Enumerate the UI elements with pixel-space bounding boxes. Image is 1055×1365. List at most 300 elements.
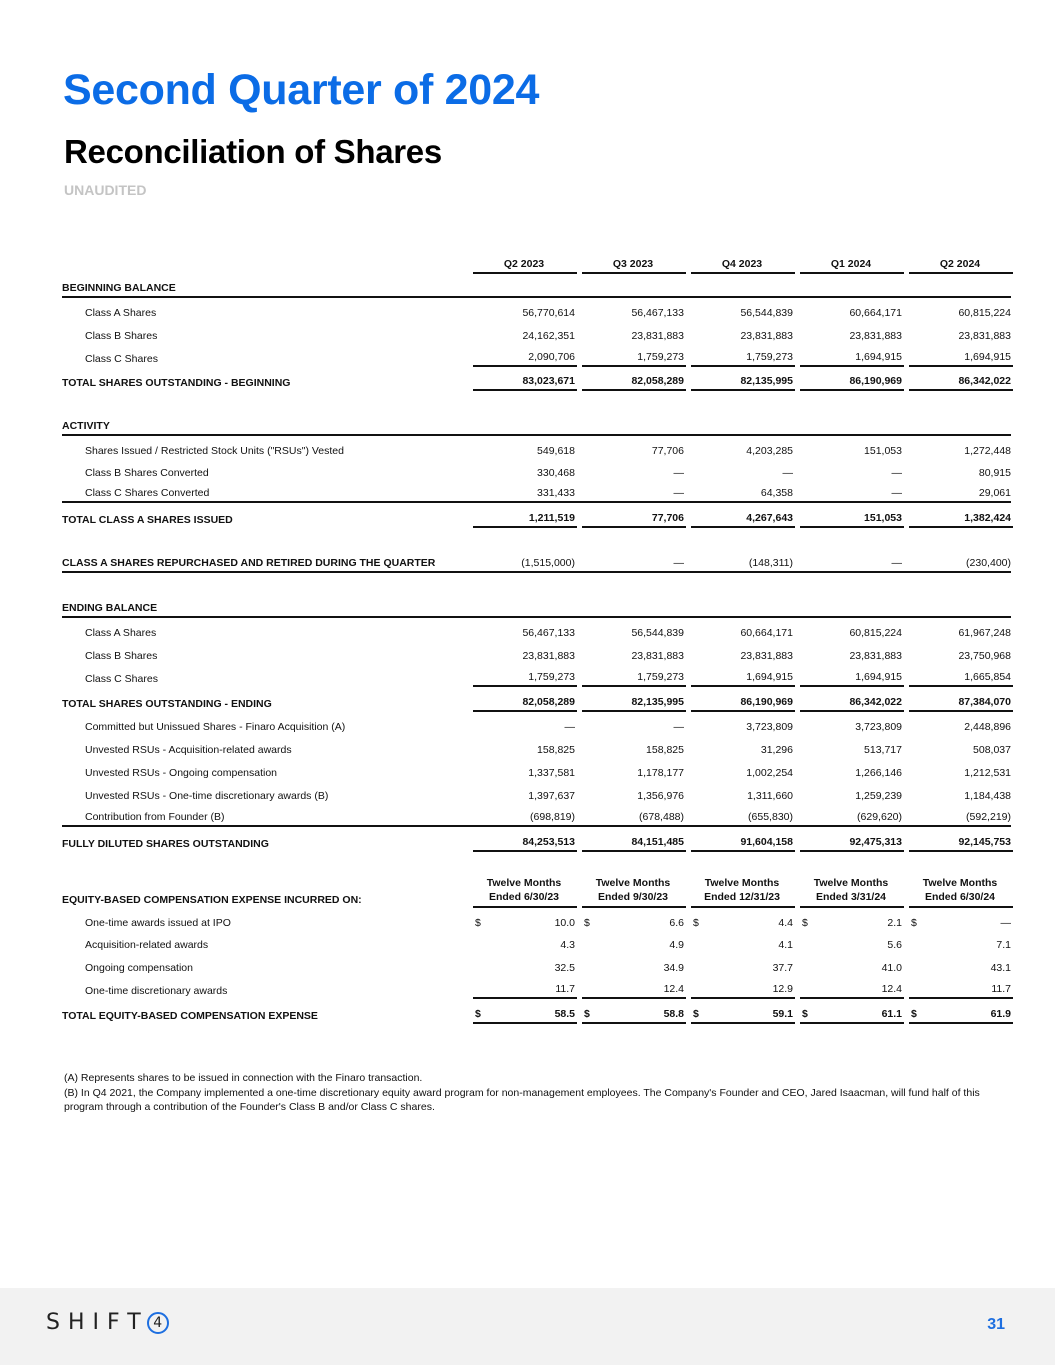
value: 31,296	[760, 744, 793, 756]
row-label: Contribution from Founder (B)	[85, 811, 225, 823]
value-cell	[473, 351, 577, 367]
row-values	[473, 671, 1013, 687]
row-label: ACTIVITY	[62, 420, 110, 432]
row-label: EQUITY-BASED COMPENSATION EXPENSE INCURRED ON:	[62, 894, 362, 906]
value: (148,311)	[748, 557, 793, 569]
row-label: Committed but Unissued Shares - Finaro Acquisition (A)	[85, 721, 346, 733]
value-cell: Q3 2023	[582, 258, 686, 274]
value-cell	[582, 307, 686, 321]
row-label: Unvested RSUs - Acquisition-related awards	[85, 744, 292, 756]
value-cell	[909, 767, 1013, 781]
row-values	[473, 836, 1013, 852]
table-row	[62, 760, 1011, 781]
currency-symbol: $	[475, 917, 481, 929]
row-label: TOTAL CLASS A SHARES ISSUED	[62, 514, 233, 526]
value: 43.1	[990, 962, 1011, 974]
value-cell	[473, 627, 577, 641]
value: —	[891, 487, 902, 499]
value: 1,694,915	[855, 351, 902, 363]
column-header-line1: Twelve Months	[704, 877, 780, 889]
value: 2,090,706	[528, 351, 575, 363]
row-values	[473, 767, 1013, 781]
row-values	[473, 445, 1013, 459]
value-cell	[691, 351, 795, 367]
value-cell	[800, 721, 904, 735]
currency-symbol: $	[584, 917, 590, 929]
value: 23,831,883	[958, 330, 1011, 342]
footnote-b: (B) In Q4 2021, the Company implemented a one-time discretionary equity award program for non-management employees. The Company's Founder and CEO, Jared Isaacman, will fund half of this program through a contribution of the Founder's Class B and/or Class C shares.	[64, 1086, 980, 1114]
currency-symbol: $	[802, 1008, 808, 1020]
value-cell	[909, 445, 1013, 459]
value-cell	[582, 696, 686, 712]
table-row	[62, 300, 1011, 321]
value-cell	[473, 487, 577, 501]
value: 4.9	[669, 939, 684, 951]
value: (1,515,000)	[521, 557, 575, 569]
value-cell	[691, 962, 795, 976]
value-cell	[473, 876, 577, 908]
value-cell	[691, 294, 795, 296]
value: 11.7	[991, 983, 1011, 995]
value-cell	[582, 962, 686, 976]
value-cell	[691, 432, 795, 434]
unaudited-label: UNAUDITED	[64, 182, 147, 198]
row-values	[473, 876, 1013, 908]
value: 41.0	[881, 962, 902, 974]
table-row	[62, 346, 1011, 367]
value-cell	[909, 614, 1013, 616]
value-cell	[800, 790, 904, 804]
value-cell	[800, 512, 904, 528]
value-cell	[800, 307, 904, 321]
value-cell	[582, 432, 686, 434]
value: —	[1000, 917, 1011, 929]
table-row	[62, 620, 1011, 641]
value-cell	[909, 983, 1013, 999]
row-label: Class C Shares	[85, 353, 158, 365]
value: 91,604,158	[740, 836, 793, 848]
value: 58.8	[663, 1008, 684, 1020]
value-cell	[691, 721, 795, 735]
table-row	[62, 783, 1011, 804]
row-label: Class C Shares	[85, 673, 158, 685]
value-cell	[582, 330, 686, 344]
value-cell	[582, 445, 686, 459]
value: —	[891, 467, 902, 479]
table-row	[62, 874, 1011, 908]
value: —	[673, 721, 684, 733]
footnote-a: (A) Represents shares to be issued in connection with the Finaro transaction.	[64, 1072, 423, 1084]
value-cell	[473, 767, 577, 781]
value: 34.9	[663, 962, 684, 974]
value-cell	[473, 744, 577, 758]
value-cell	[800, 744, 904, 758]
value: 1,002,254	[746, 767, 793, 779]
value: (698,819)	[530, 811, 575, 823]
value-cell	[473, 307, 577, 321]
value-cell	[800, 767, 904, 781]
value: 86,342,022	[849, 696, 902, 708]
value-cell	[473, 294, 577, 296]
value: 10.0	[554, 917, 575, 929]
value: 1,356,976	[637, 790, 684, 802]
row-label: One-time awards issued at IPO	[85, 917, 231, 929]
shift4-logo	[46, 1310, 169, 1335]
value: 86,342,022	[958, 375, 1011, 387]
table-row	[62, 1002, 1011, 1024]
value: 24,162,351	[522, 330, 575, 342]
row-label: Class A Shares	[85, 307, 157, 319]
value-cell	[473, 836, 577, 852]
value-cell	[691, 767, 795, 781]
value: 23,831,883	[631, 650, 684, 662]
value-cell	[582, 917, 686, 931]
value-cell	[909, 351, 1013, 367]
value: 1,759,273	[746, 351, 793, 363]
row-label: Unvested RSUs - Ongoing compensation	[85, 767, 278, 779]
value: 3,723,809	[746, 721, 793, 733]
currency-symbol: $	[911, 917, 917, 929]
column-header-line2: Ended 12/31/23	[704, 891, 780, 903]
value-cell	[473, 721, 577, 735]
value-cell	[582, 876, 686, 908]
table-row	[62, 956, 1011, 976]
row-values	[473, 696, 1013, 712]
value: 80,915	[978, 467, 1011, 479]
row-label: Class A Shares	[85, 627, 157, 639]
value-cell	[473, 917, 577, 931]
row-values	[473, 939, 1013, 953]
value-cell	[582, 671, 686, 687]
row-values	[473, 962, 1013, 976]
value-cell	[473, 614, 577, 616]
value-cell	[691, 671, 795, 687]
value: 23,750,968	[958, 650, 1011, 662]
value-cell	[909, 307, 1013, 321]
value: 83,023,671	[522, 375, 575, 387]
value: 92,475,313	[849, 836, 902, 848]
row-label: Class B Shares	[85, 650, 158, 662]
value: 549,618	[537, 445, 575, 457]
value: 23,831,883	[740, 330, 793, 342]
row-label: ENDING BALANCE	[62, 602, 158, 614]
table-row	[62, 323, 1011, 344]
value-cell	[909, 557, 1013, 571]
value-cell	[909, 721, 1013, 735]
row-values	[473, 351, 1013, 367]
column-header-line1: Twelve Months	[595, 877, 671, 889]
value: 4.1	[778, 939, 793, 951]
value: (678,488)	[639, 811, 684, 823]
row-values	[473, 1008, 1013, 1024]
row-label: Ongoing compensation	[85, 962, 193, 974]
table-row	[62, 438, 1011, 459]
value-cell	[582, 1008, 686, 1024]
table-row	[62, 460, 1011, 481]
value-cell	[691, 917, 795, 931]
value: 1,759,273	[637, 351, 684, 363]
value-cell	[909, 627, 1013, 641]
row-values	[473, 375, 1013, 391]
value-cell	[473, 671, 577, 687]
row-label: TOTAL SHARES OUTSTANDING - ENDING	[62, 698, 272, 710]
value: 32.5	[554, 962, 575, 974]
value-cell	[909, 696, 1013, 712]
value-cell	[582, 512, 686, 528]
currency-symbol: $	[584, 1008, 590, 1020]
value: 56,770,614	[522, 307, 575, 319]
row-label: Class B Shares	[85, 330, 158, 342]
value: 61,967,248	[958, 627, 1011, 639]
value: 82,058,289	[631, 375, 684, 387]
value: 86,190,969	[740, 696, 793, 708]
value-cell	[909, 962, 1013, 976]
value-cell	[473, 557, 577, 571]
value: 1,178,177	[637, 767, 684, 779]
value: —	[564, 721, 575, 733]
value-cell	[800, 487, 904, 501]
value-cell	[691, 983, 795, 999]
value: 23,831,883	[849, 650, 902, 662]
page-footer	[0, 1288, 1055, 1365]
value: 508,037	[973, 744, 1011, 756]
row-values	[473, 330, 1013, 344]
table-row	[62, 369, 1011, 391]
row-label: CLASS A SHARES REPURCHASED AND RETIRED DURING THE QUARTER	[62, 557, 436, 569]
table-row	[62, 414, 1011, 436]
table-row	[62, 979, 1011, 999]
value: 1,694,915	[746, 671, 793, 683]
value: 58.5	[554, 1008, 575, 1020]
value: 1,311,660	[747, 790, 793, 802]
value-cell	[473, 983, 577, 999]
value-cell	[582, 614, 686, 616]
table-row	[62, 666, 1011, 687]
value-cell	[691, 375, 795, 391]
value: 7.1	[996, 939, 1011, 951]
value-cell	[800, 650, 904, 664]
value-cell	[582, 557, 686, 571]
value-cell: Q2 2023	[473, 258, 577, 274]
value-cell	[909, 1008, 1013, 1024]
value: —	[673, 557, 684, 569]
currency-symbol: $	[693, 1008, 699, 1020]
value: 56,467,133	[631, 307, 684, 319]
value-cell	[691, 467, 795, 481]
value: 61.9	[990, 1008, 1011, 1020]
value: 82,135,995	[740, 375, 793, 387]
row-values	[473, 790, 1013, 804]
value: 1,759,273	[528, 671, 575, 683]
value: 3,723,809	[855, 721, 902, 733]
value: 60,815,224	[958, 307, 1011, 319]
value-cell	[691, 1008, 795, 1024]
page-title: Second Quarter of 2024	[63, 66, 540, 114]
value: 6.6	[669, 917, 684, 929]
value-cell	[800, 876, 904, 908]
value: 4,267,643	[746, 512, 793, 524]
value-cell	[909, 939, 1013, 953]
column-header-line1: Twelve Months	[922, 877, 998, 889]
value-cell	[582, 375, 686, 391]
value-cell	[691, 445, 795, 459]
row-values	[473, 467, 1013, 481]
table-row	[62, 506, 1011, 528]
value: 84,151,485	[631, 836, 684, 848]
value-cell	[582, 790, 686, 804]
value-cell	[691, 330, 795, 344]
value: 2,448,896	[964, 721, 1011, 733]
value-cell	[582, 811, 686, 825]
value: 331,433	[537, 487, 575, 499]
row-values	[473, 744, 1013, 758]
currency-symbol: $	[911, 1008, 917, 1020]
value-cell	[800, 917, 904, 931]
value-cell	[909, 790, 1013, 804]
row-label: Shares Issued / Restricted Stock Units ("RSUs") Vested	[85, 445, 344, 457]
value: 1,272,448	[964, 445, 1011, 457]
value-cell	[800, 627, 904, 641]
row-values	[473, 811, 1013, 825]
row-values	[473, 614, 1013, 616]
value: 60,664,171	[849, 307, 902, 319]
value-cell	[800, 696, 904, 712]
value: 23,831,883	[631, 330, 684, 342]
value: 64,358	[760, 487, 793, 499]
table-row	[62, 714, 1011, 735]
value-cell	[691, 836, 795, 852]
value: —	[891, 557, 902, 569]
value-cell	[473, 467, 577, 481]
value-cell	[800, 330, 904, 344]
value: 23,831,883	[740, 650, 793, 662]
value: 56,544,839	[740, 307, 793, 319]
table-row	[62, 806, 1011, 827]
value-cell	[473, 939, 577, 953]
column-header-line2: Ended 6/30/23	[488, 891, 560, 903]
value-cell	[909, 467, 1013, 481]
row-label: TOTAL EQUITY-BASED COMPENSATION EXPENSE	[62, 1010, 318, 1022]
value: 4.4	[778, 917, 793, 929]
value: 77,706	[651, 512, 684, 524]
row-values	[473, 983, 1013, 999]
value: 56,544,839	[631, 627, 684, 639]
value: 82,058,289	[522, 696, 575, 708]
value-cell	[800, 962, 904, 976]
value-cell	[582, 487, 686, 501]
value: 2.1	[887, 917, 902, 929]
value: 1,694,915	[855, 671, 902, 683]
row-label: Class B Shares Converted	[85, 467, 209, 479]
value-cell: Q1 2024	[800, 258, 904, 274]
value: 5.6	[887, 939, 902, 951]
value: 23,831,883	[522, 650, 575, 662]
logo-text: SHIFT	[46, 1310, 149, 1335]
value-cell	[909, 836, 1013, 852]
value: 158,825	[537, 744, 575, 756]
value-cell	[909, 512, 1013, 528]
value: 60,664,171	[740, 627, 793, 639]
table-row	[62, 737, 1011, 758]
row-values	[473, 627, 1013, 641]
value-cell	[582, 627, 686, 641]
page-subtitle: Reconciliation of Shares	[64, 133, 442, 170]
column-header-line2: Ended 6/30/24	[924, 891, 996, 903]
row-label: FULLY DILUTED SHARES OUTSTANDING	[62, 838, 269, 850]
value: 92,145,753	[958, 836, 1011, 848]
value: 87,384,070	[958, 696, 1011, 708]
value: 60,815,224	[849, 627, 902, 639]
value-cell	[691, 487, 795, 501]
value-cell	[800, 557, 904, 571]
value-cell	[909, 432, 1013, 434]
value: (655,830)	[748, 811, 793, 823]
value: 4,203,285	[746, 445, 793, 457]
value-cell	[909, 487, 1013, 501]
currency-symbol: $	[693, 917, 699, 929]
value-cell	[582, 294, 686, 296]
value: 23,831,883	[849, 330, 902, 342]
value: 56,467,133	[522, 627, 575, 639]
value-cell	[691, 790, 795, 804]
column-header-line1: Twelve Months	[486, 877, 562, 889]
value-cell	[473, 962, 577, 976]
value: —	[782, 467, 793, 479]
value: 37.7	[772, 962, 793, 974]
value: 12.4	[663, 983, 684, 995]
value: 12.9	[772, 983, 793, 995]
row-values	[473, 432, 1013, 434]
row-values	[473, 650, 1013, 664]
row-values	[473, 258, 1013, 274]
value-cell	[473, 445, 577, 459]
value-cell	[909, 811, 1013, 825]
value-cell	[473, 1008, 577, 1024]
value-cell	[800, 1008, 904, 1024]
value-cell	[800, 445, 904, 459]
value: —	[673, 467, 684, 479]
value-cell	[691, 939, 795, 953]
value-cell	[909, 294, 1013, 296]
value-cell	[800, 467, 904, 481]
value-cell	[691, 512, 795, 528]
value-cell	[909, 650, 1013, 664]
column-header-line2: Ended 3/31/24	[815, 891, 887, 903]
value-cell	[691, 650, 795, 664]
value-cell	[691, 557, 795, 571]
value-cell	[582, 836, 686, 852]
value-cell	[473, 696, 577, 712]
row-label: Acquisition-related awards	[85, 939, 209, 951]
row-label	[62, 272, 472, 274]
value-cell: Q4 2023	[691, 258, 795, 274]
column-header-line1: Twelve Months	[813, 877, 889, 889]
value: 1,211,519	[528, 512, 575, 524]
value-cell	[691, 811, 795, 825]
value-cell	[473, 375, 577, 391]
value: 158,825	[646, 744, 684, 756]
row-label: Class C Shares Converted	[85, 487, 210, 499]
value-cell	[473, 650, 577, 664]
value: 59.1	[772, 1008, 793, 1020]
logo-circle-4-icon: 4	[147, 1312, 169, 1334]
value: 82,135,995	[631, 696, 684, 708]
value-cell	[800, 432, 904, 434]
value: 61.1	[881, 1008, 902, 1020]
row-values	[473, 721, 1013, 735]
value-cell	[800, 375, 904, 391]
value-cell	[909, 671, 1013, 687]
